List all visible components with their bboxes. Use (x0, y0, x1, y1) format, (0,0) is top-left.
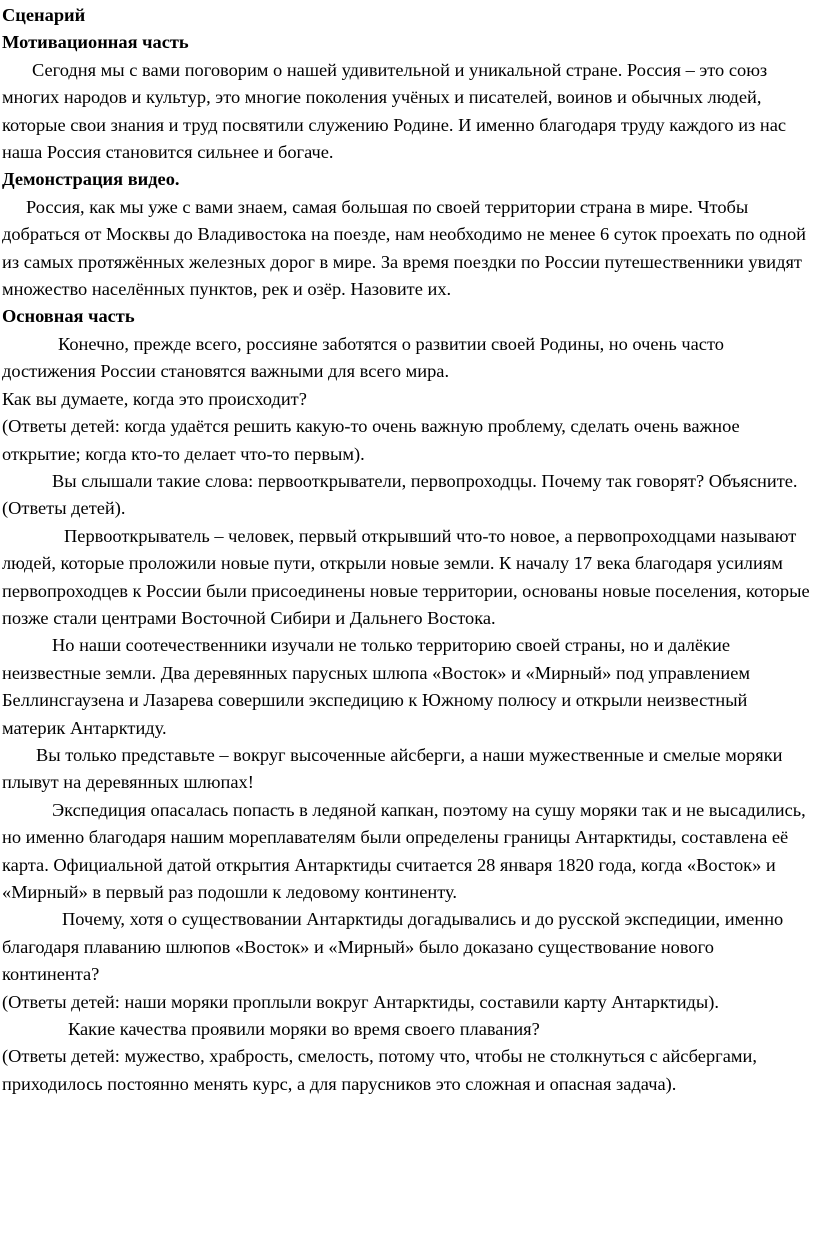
motivation-paragraph: Сегодня мы с вами поговорим о нашей удивительной и уникальной стране. Россия – это союз многих народов и культур, это многие поколения учёных и писателей, воинов и обычных людей, которые свои знания и труд посвятили служению Родине. И именно благодаря труду каждого из нас наша Россия становится сильнее и богаче. (2, 59, 787, 163)
main-paragraph-12: Какие качества проявили моряки во время своего плавания? (68, 1019, 540, 1040)
main-paragraph-7: Но наши соотечественники изучали не только территорию своей страны, но и далёкие неизвестные земли. Два деревянных парусных шлюпа «Восток» и «Мирный» под управлением Беллинсгаузена и Лазарева совершили экспедицию к Южному полюсу и открыли неизвестный материк Антарктиду. (2, 635, 751, 738)
main-paragraph-5: (Ответы детей). (2, 498, 126, 519)
main-paragraph-10: Почему, хотя о существовании Антарктиды догадывались и до русской экспедиции, именно благодаря плаванию шлюпов «Восток» и «Мирный» было доказано существование нового континента? (2, 909, 784, 985)
main-paragraph-3: (Ответы детей: когда удаётся решить какую-то очень важную проблему, сделать очень важное открытие; когда кто-то делает что-то первым). (2, 416, 740, 464)
scenario-heading: Сценарий (2, 5, 86, 25)
main-paragraph-4: Вы слышали такие слова: первооткрыватели, первопроходцы. Почему так говорят? Объясните. (52, 470, 798, 491)
motivation-heading: Мотивационная часть (2, 32, 189, 53)
main-paragraph-13: (Ответы детей: мужество, храбрость, смелость, потому что, чтобы не столкнуться с айсбергами, приходилось постоянно менять курс, а для парусников это сложная и опасная задача). (2, 1046, 757, 1094)
video-paragraph: Россия, как мы уже с вами знаем, самая большая по своей территории страна в мире. Чтобы добраться от Москвы до Владивостока на поезде, нам необходимо не менее 6 суток проехать по одной из самых протяжённых железных дорог в мире. За время поездки по России путешественники увидят множество населённых пунктов, рек и озёр. Назовите их. (2, 196, 806, 300)
main-heading: Основная часть (2, 306, 135, 327)
main-paragraph-9: Экспедиция опасалась попасть в ледяной капкан, поэтому на сушу моряки так и не высадились, но именно благодаря нашим мореплавателям были определены границы Антарктиды, составлена её карта. Официальной датой открытия Антарктиды считается 28 января 1820 года, когда «Восток» и «Мирный» в первый раз подошли к ледовому континенту. (2, 799, 806, 902)
main-paragraph-2: Как вы думаете, когда это происходит? (2, 388, 307, 409)
main-paragraph-6: Первооткрыватель – человек, первый открывший что-то новое, а первопроходцами называют людей, которые проложили новые пути, открыли новые земли. К началу 17 века благодаря усилиям первопроходцев к России были присоединены новые территории, основаны новые поселения, которые позже стали центрами Восточной Сибири и Дальнего Востока. (2, 525, 810, 628)
main-paragraph-11: (Ответы детей: наши моряки проплыли вокруг Антарктиды, составили карту Антарктиды). (2, 991, 719, 1012)
main-paragraph-8: Вы только представьте – вокруг высоченные айсберги, а наши мужественные и смелые моряки плывут на деревянных шлюпах! (2, 744, 783, 793)
video-heading: Демонстрация видео. (2, 169, 180, 190)
main-paragraph-1: Конечно, прежде всего, россияне заботятся о развитии своей Родины, но очень часто достижения России становятся важными для всего мира. (2, 333, 724, 382)
